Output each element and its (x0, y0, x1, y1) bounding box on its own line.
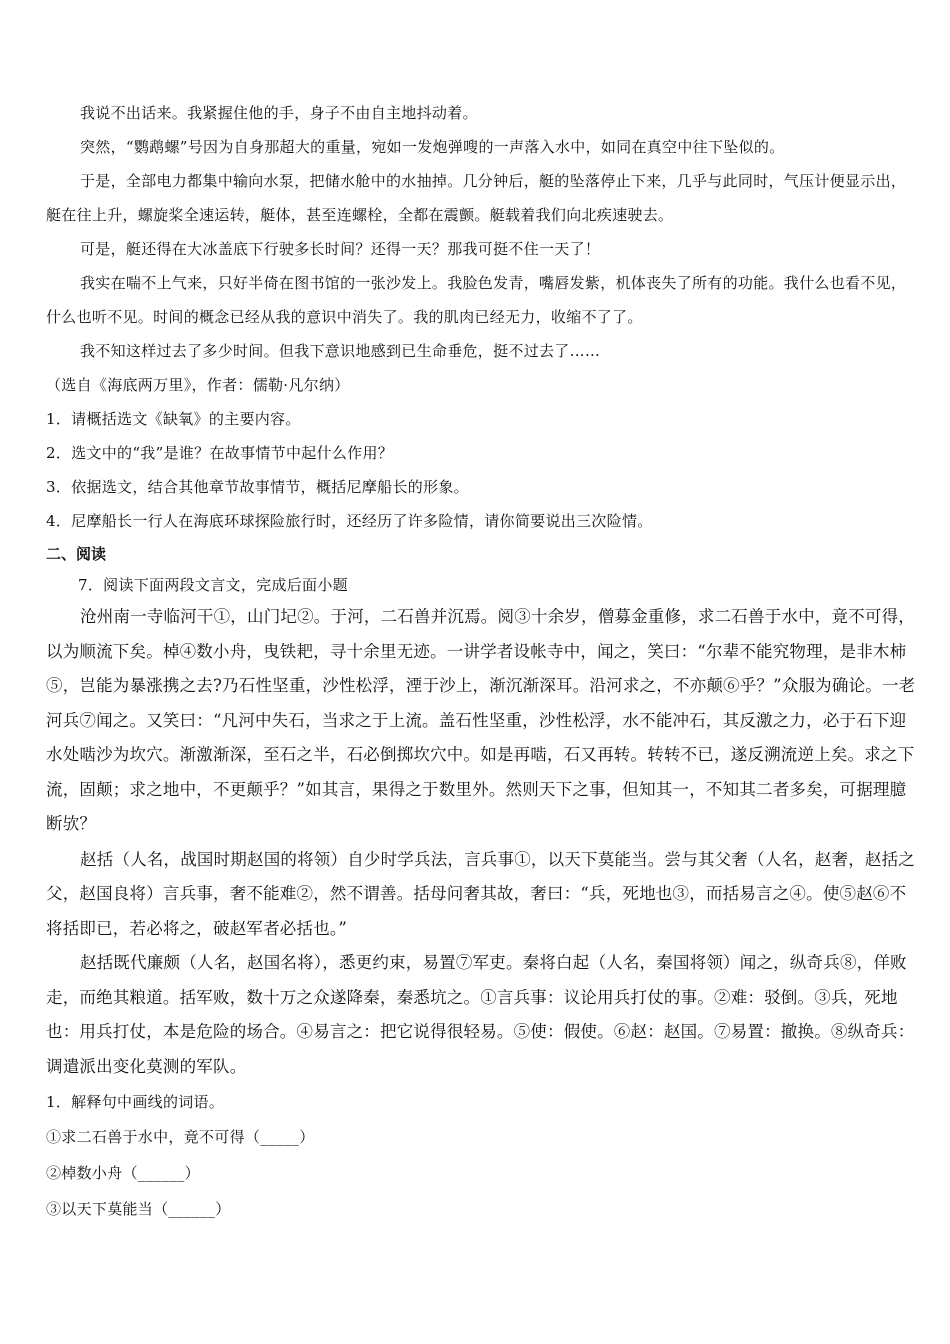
story-paragraph-3: 于是，全部电力都集中输向水泵，把储水舱中的水抽掉。几分钟后，艇的坠落停止下来，几乎与此同时，气压计便显示出，艇在往上升，螺旋桨全速运转，艇体，甚至连螺栓，全都在震颤。艇载着我们向北疾速驶去。 (46, 172, 907, 224)
blank-item-3: ③以天下莫能当（______） (46, 1200, 231, 1218)
blank-item-1: ①求二石兽于水中，竟不可得（_____） (46, 1128, 315, 1146)
story-source: （选自《海底两万里》，作者：儒勒·凡尔纳） (46, 376, 350, 394)
question-1: 1．请概括选文《缺氧》的主要内容。 (46, 410, 301, 428)
classical-text-1: 沧州南一寺临河干①，山门圮②。于河，二石兽并沉焉。阅③十余岁，僧募金重修，求二石兽于水中，竟不可得，以为顺流下矣。棹④数小舟，曳铁耙，寻十余里无迹。一讲学者设帐寺中，闻之，笑曰：“尔辈不能究物理，是非木柿⑤，岂能为暴涨携之去?乃石性坚重，沙性松浮，湮于沙上，渐沉渐深耳。沿河求之，不亦颠⑥乎？”众服为确论。一老河兵⑦闻之。又笑曰：“凡河中失石，当求之于上流。盖石性坚重，沙性松浮，水不能冲石，其反激之力，必于石下迎水处啮沙为坎穴。渐激渐深，至石之半，石必倒掷坎穴中。如是再啮，石又再转。转转不已，遂反溯流逆上矣。求之下流，固颠；求之地中，不更颠乎？”如其言，果得之于数里外。然则天下之事，但知其一，不知其二者多矣，可据理臆断欤？ (46, 607, 916, 833)
question-2: 2．选文中的“我”是谁？在故事情节中起什么作用？ (46, 444, 394, 462)
classical-text-2a: 赵括（人名，战国时期赵国的将领）自少时学兵法，言兵事①，以天下莫能当。尝与其父奢（人名，赵奢，赵括之父，赵国良将）言兵事，奢不能难②，然不谓善。括母问奢其故，奢曰：“兵，死地也③，而括易言之④。使⑤赵⑥不将括即已，若必将之，破赵军者必括也。” (46, 849, 915, 938)
story-paragraph-2: 突然，“鹦鹉螺”号因为自身那超大的重量，宛如一发炮弹嗖的一声落入水中，如同在真空中往下坠似的。 (80, 138, 785, 156)
question-7-intro: 7．阅读下面两段文言文，完成后面小题 (78, 576, 348, 594)
document-page (46, 96, 916, 1227)
story-paragraph-5: 我实在喘不上气来，只好半倚在图书馆的一张沙发上。我脸色发青，嘴唇发紫，机体丧失了所有的功能。我什么也看不见，什么也听不见。时间的概念已经从我的意识中消失了。我的肌肉已经无力，收缩不了了。 (46, 274, 907, 326)
story-paragraph-1: 我说不出话来。我紧握住他的手，身子不由自主地抖动着。 (80, 104, 478, 122)
classical-text-2b: 赵括既代廉颇（人名，赵国名将），悉更约束，易置⑦军吏。秦将白起（人名，秦国将领）闻之，纵奇兵⑧，佯败走，而绝其粮道。括军败，数十万之众遂降秦，秦悉坑之。①言兵事：议论用兵打仗的事。②难：驳倒。③兵，死地也：用兵打仗，本是危险的场合。④易言之：把它说得很轻易。⑤使：假使。⑥赵：赵国。⑦易置：撤换。⑧纵奇兵：调遣派出变化莫测的军队。 (46, 953, 915, 1076)
question-4: 4．尼摩船长一行人在海底环球探险旅行时，还经历了许多险情，请你简要说出三次险情。 (46, 512, 653, 530)
question-3: 3．依据选文，结合其他章节故事情节，概括尼摩船长的形象。 (46, 478, 469, 496)
section-heading: 二、阅读 (46, 545, 107, 563)
blank-item-2: ②棹数小舟（______） (46, 1164, 200, 1182)
story-paragraph-4: 可是，艇还得在大冰盖底下行驶多长时间？还得一天？那我可挺不住一天了！ (80, 240, 601, 258)
story-paragraph-6: 我不知这样过去了多少时间。但我下意识地感到已生命垂危，挺不过去了…… (80, 342, 601, 360)
sub-question: 1．解释句中画线的词语。 (46, 1093, 225, 1111)
